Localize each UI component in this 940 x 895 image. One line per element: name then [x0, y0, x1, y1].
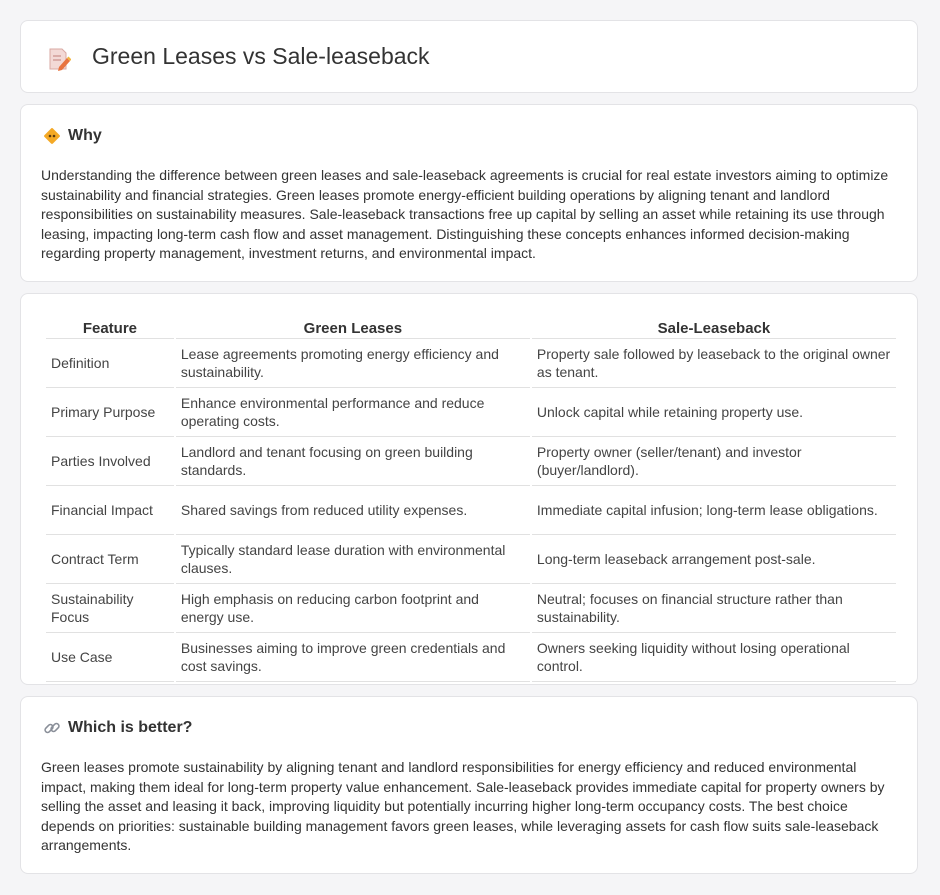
table-cell: High emphasis on reducing carbon footprint and energy use.	[176, 583, 530, 632]
comparison-table	[44, 318, 898, 682]
table-cell: Businesses aiming to improve green credentials and cost savings.	[176, 632, 530, 682]
table-cell: Property sale followed by leaseback to the original owner as tenant.	[532, 338, 896, 387]
table-cell: Primary Purpose	[46, 387, 174, 436]
table-row	[46, 632, 896, 682]
table-row	[46, 387, 896, 436]
table-row	[46, 338, 896, 387]
table-cell: Typically standard lease duration with environmental clauses.	[176, 534, 530, 583]
why-section	[20, 104, 918, 282]
table-cell: Landlord and tenant focusing on green building standards.	[176, 436, 530, 485]
column-header: Sale-Leaseback	[657, 319, 771, 337]
table-cell: Neutral; focuses on financial structure rather than sustainability.	[532, 583, 896, 632]
which-is-better-section	[20, 696, 918, 874]
document-pencil-icon	[47, 46, 71, 72]
link-icon	[43, 719, 61, 737]
table-cell: Property owner (seller/tenant) and investor (buyer/landlord).	[532, 436, 896, 485]
header-card	[20, 20, 918, 93]
table-cell: Use Case	[46, 632, 174, 682]
table-cell: Owners seeking liquidity without losing operational control.	[532, 632, 896, 682]
table-row	[46, 583, 896, 632]
diamond-sign-icon	[43, 127, 61, 145]
table-cell: Sustainability Focus	[46, 583, 174, 632]
table-cell: Enhance environmental performance and reduce operating costs.	[176, 387, 530, 436]
table-cell: Shared savings from reduced utility expenses.	[176, 485, 530, 534]
why-text: Understanding the difference between green leases and sale-leaseback agreements is crucial for real estate investors aiming to optimize sustainability and financial strategies. Green leases promote energy-efficient building operations by aligning tenant and landlord responsibilities on sustainability measures. Sale-leaseback transactions free up capital by selling an asset while retaining its use through leasing, impacting long-term cash flow and asset management. Distinguishing these concepts enhances informed decision-making regarding property management, investment returns, and environmental impact.	[41, 167, 889, 262]
table-cell: Immediate capital infusion; long-term lease obligations.	[532, 485, 896, 534]
page-title: Green Leases vs Sale-leaseback	[92, 43, 430, 69]
table-cell: Unlock capital while retaining property use.	[532, 387, 896, 436]
table-cell: Lease agreements promoting energy efficiency and sustainability.	[176, 338, 530, 387]
table-cell: Contract Term	[46, 534, 174, 583]
table-cell: Long-term leaseback arrangement post-sale.	[532, 534, 896, 583]
table-header-row	[46, 318, 896, 338]
better-text: Green leases promote sustainability by aligning tenant and landlord responsibilities for energy efficiency and reduced environmental impact, making them ideal for long-term property value enhancement. Sale-leaseback provides immediate capital for property owners by selling the asset and leasing it back, improving liquidity but potentially incurring higher long-term occupancy costs. The best choice depends on priorities: sustainable building management favors green leases, while leveraging assets for cash flow suits sale-leaseback arrangements.	[41, 759, 885, 854]
column-header: Green Leases	[303, 319, 403, 337]
why-heading: Why	[68, 127, 102, 144]
better-heading: Which is better?	[68, 719, 193, 736]
table-row	[46, 485, 896, 534]
table-cell: Financial Impact	[46, 485, 174, 534]
table-cell: Parties Involved	[46, 436, 174, 485]
table-row	[46, 534, 896, 583]
comparison-card	[20, 293, 918, 685]
table-cell: Definition	[46, 338, 174, 387]
table-row	[46, 436, 896, 485]
column-header: Feature	[82, 319, 138, 337]
